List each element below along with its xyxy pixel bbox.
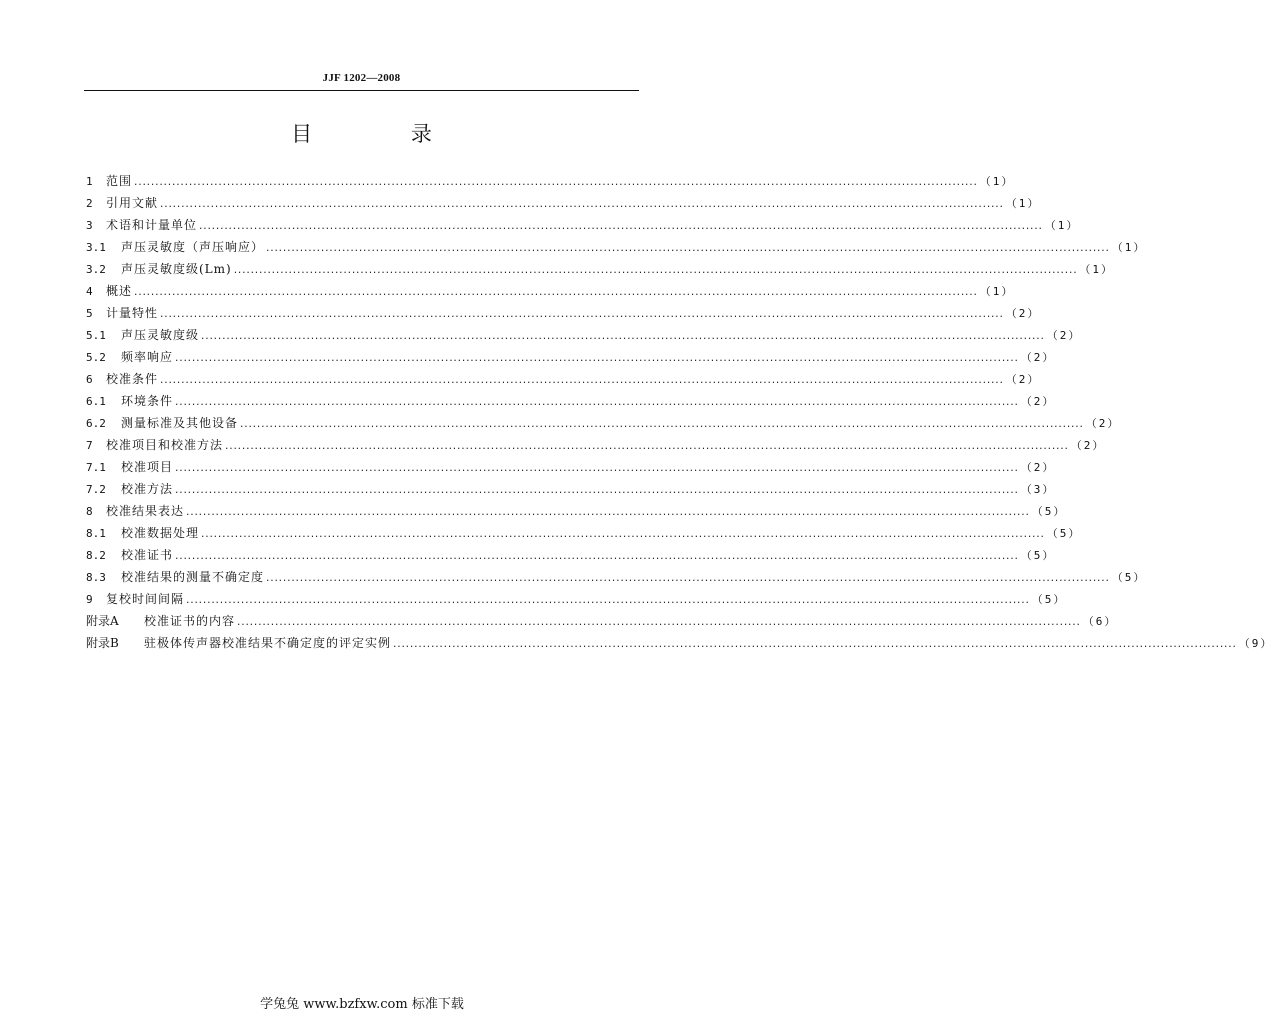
toc-entry[interactable] (86, 170, 1015, 192)
toc-page-number: （1） (1044, 219, 1080, 232)
toc-leader: ........................................................................................................................................................................................................ (185, 508, 1029, 518)
toc-page-number: （1） (1111, 241, 1147, 254)
toc-entry[interactable] (86, 522, 1082, 544)
toc-label: 声压灵敏度级 (121, 328, 200, 342)
toc-leader: ........................................................................................................................................................................................................ (159, 310, 1003, 320)
toc-label: 测量标准及其他设备 (121, 416, 239, 430)
toc-entry[interactable] (86, 368, 1041, 390)
toc-label: 校准证书的内容 (144, 614, 236, 628)
toc-number: 4 (86, 285, 93, 298)
toc-number: 1 (86, 175, 93, 188)
toc-entry[interactable] (86, 236, 1147, 258)
toc-number: 5 (86, 307, 93, 320)
toc-number: 3.1 (86, 241, 106, 254)
toc-entry[interactable] (86, 566, 1147, 588)
toc-entry[interactable] (86, 214, 1080, 236)
toc-entry[interactable] (86, 302, 1041, 324)
toc-page-number: （2） (1046, 329, 1082, 342)
toc-leader: ........................................................................................................................................................................................................ (133, 288, 977, 298)
toc-leader: ........................................................................................................................................................................................................ (133, 178, 977, 188)
toc-leader: ........................................................................................................................................................................................................ (185, 596, 1029, 606)
toc-number: 7.2 (86, 483, 106, 496)
header-rule (84, 90, 639, 91)
toc-number: 8.1 (86, 527, 106, 540)
toc-leader: ........................................................................................................................................................................................................ (174, 552, 1018, 562)
toc-page-number: （1） (1079, 263, 1115, 276)
toc-leader: ........................................................................................................................................................................................................ (174, 354, 1018, 364)
toc-entry[interactable] (86, 390, 1056, 412)
toc-number: 8.2 (86, 549, 106, 562)
toc-page-number: （2） (1020, 395, 1056, 408)
toc-number: 5.1 (86, 329, 106, 342)
toc-page-number: （3） (1020, 483, 1056, 496)
toc-number: 3 (86, 219, 93, 232)
toc-page-number: （1） (979, 285, 1015, 298)
toc-leader: ........................................................................................................................................................................................................ (236, 618, 1080, 628)
toc-label: 校准方法 (121, 482, 174, 496)
toc-number: 3.2 (86, 263, 106, 276)
toc-entry[interactable] (86, 280, 1015, 302)
page-title: 目 录 (291, 122, 478, 146)
toc-entry[interactable] (86, 478, 1056, 500)
toc-leader: ........................................................................................................................................................................................................ (174, 486, 1018, 496)
toc-label: 范围 (106, 174, 133, 188)
toc-label: 环境条件 (121, 394, 174, 408)
toc-entry[interactable] (86, 456, 1056, 478)
toc-label: 校准证书 (121, 548, 174, 562)
toc-entry[interactable] (86, 588, 1067, 610)
standard-code: JJF 1202—2008 (322, 72, 401, 84)
toc-leader: ........................................................................................................................................................................................................ (224, 442, 1068, 452)
toc-label: 校准结果的测量不确定度 (121, 570, 265, 584)
toc-label: 声压灵敏度（声压响应） (121, 240, 265, 254)
toc-page-number: （5） (1111, 571, 1147, 584)
toc-leader: ........................................................................................................................................................................................................ (200, 332, 1044, 342)
toc-label: 复校时间间隔 (106, 592, 185, 606)
toc-number: 6.1 (86, 395, 106, 408)
toc-page-number: （2） (1020, 351, 1056, 364)
toc-leader: ........................................................................................................................................................................................................ (265, 574, 1109, 584)
toc-label: 校准条件 (106, 372, 159, 386)
toc-leader: ........................................................................................................................................................................................................ (200, 530, 1044, 540)
toc-number: 8 (86, 505, 93, 518)
toc-label: 校准项目 (121, 460, 174, 474)
toc-leader: ........................................................................................................................................................................................................ (239, 420, 1083, 430)
toc-number: 6.2 (86, 417, 106, 430)
toc-number: 7 (86, 439, 93, 452)
toc-page-number: （5） (1020, 549, 1056, 562)
toc-label: 术语和计量单位 (106, 218, 198, 232)
toc-page-number: （1） (979, 175, 1015, 188)
toc-leader: ........................................................................................................................................................................................................ (392, 640, 1236, 650)
toc-page-number: （6） (1082, 615, 1118, 628)
toc-entry[interactable] (86, 544, 1056, 566)
toc-entry[interactable] (86, 412, 1121, 434)
toc-leader: ........................................................................................................................................................................................................ (265, 244, 1109, 254)
toc-entry[interactable] (86, 434, 1106, 456)
toc-appendix-number: 附录A (86, 614, 119, 628)
toc-leader: ........................................................................................................................................................................................................ (159, 376, 1003, 386)
toc-number: 6 (86, 373, 93, 386)
toc-entry[interactable] (86, 192, 1041, 214)
toc-label: 频率响应 (121, 350, 174, 364)
toc-label: 计量特性 (106, 306, 159, 320)
toc-label: 概述 (106, 284, 133, 298)
toc-label: 校准数据处理 (121, 526, 200, 540)
toc-entry[interactable] (86, 346, 1056, 368)
toc-page-number: （2） (1070, 439, 1106, 452)
toc-page-number: （5） (1031, 593, 1067, 606)
toc-leader: ........................................................................................................................................................................................................ (174, 464, 1018, 474)
toc-page-number: （2） (1005, 307, 1041, 320)
toc-page-number: （2） (1085, 417, 1121, 430)
toc-number: 8.3 (86, 571, 106, 584)
toc-number: 2 (86, 197, 93, 210)
toc-page-number: （1） (1005, 197, 1041, 210)
toc-leader: ........................................................................................................................................................................................................ (174, 398, 1018, 408)
footer-watermark: 学兔兔 www.bzfxw.com 标准下载 (260, 997, 464, 1012)
toc-number: 5.2 (86, 351, 106, 364)
toc-label: 引用文献 (106, 196, 159, 210)
toc-page-number: （9） (1238, 637, 1273, 650)
toc-label: 驻极体传声器校准结果不确定度的评定实例 (144, 636, 392, 650)
toc-entry[interactable] (86, 610, 1118, 632)
table-of-contents (86, 170, 1273, 654)
toc-label: 校准项目和校准方法 (106, 438, 224, 452)
toc-page-number: （5） (1031, 505, 1067, 518)
toc-page-number: （2） (1020, 461, 1056, 474)
toc-page-number: （2） (1005, 373, 1041, 386)
toc-entry[interactable] (86, 258, 1115, 280)
toc-number: 9 (86, 593, 93, 606)
toc-entry[interactable] (86, 500, 1067, 522)
toc-label: 声压灵敏度级(Lm) (121, 262, 232, 276)
toc-page-number: （5） (1046, 527, 1082, 540)
toc-leader: ........................................................................................................................................................................................................ (198, 222, 1042, 232)
toc-entry[interactable] (86, 324, 1082, 346)
toc-number: 7.1 (86, 461, 106, 474)
toc-entry[interactable] (86, 632, 1273, 654)
toc-appendix-number: 附录B (86, 636, 119, 650)
toc-label: 校准结果表达 (106, 504, 185, 518)
toc-leader: ........................................................................................................................................................................................................ (232, 266, 1077, 276)
toc-leader: ........................................................................................................................................................................................................ (159, 200, 1003, 210)
